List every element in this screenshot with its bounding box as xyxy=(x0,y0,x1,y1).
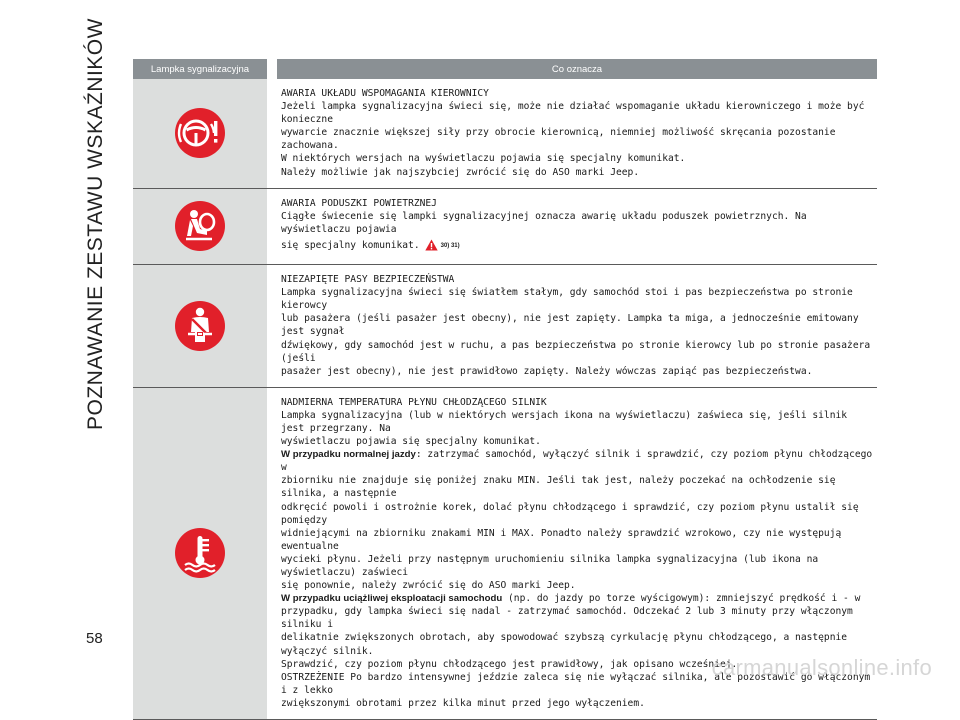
table-row xyxy=(133,79,877,188)
normal-driving-label: W przypadku normalnej jazdy xyxy=(281,449,416,461)
row-title: NIEZAPIĘTE PASY BEZPIECZEŃSTWA xyxy=(281,274,455,286)
page-number: 58 xyxy=(86,630,103,647)
heavy-use-label: W przypadku uciążliwej eksploatacji samochodu xyxy=(281,593,503,605)
watermark: carmanualsonline.info xyxy=(711,655,932,680)
row-title: AWARIA PODUSZKI POWIETRZNEJ xyxy=(281,197,437,209)
airbag-icon xyxy=(174,200,226,252)
warning-triangle-icon xyxy=(425,239,438,255)
icon-cell xyxy=(133,265,267,388)
footnote-refs: 30) 31) xyxy=(440,242,460,249)
description-cell: AWARIA PODUSZKI POWIETRZNEJ Ciągłe świecenie się lampki sygnalizacyjnej oznacza awarię układu poduszek powietrznych. Na wyświetlaczu pojawia się specjalny komunikat. 30) 31) xyxy=(277,188,877,264)
icon-cell xyxy=(133,79,267,188)
table-row xyxy=(133,188,877,264)
indicator-table xyxy=(133,59,877,720)
row-title: NADMIERNA TEMPERATURA PŁYNU CHŁODZĄCEGO SILNIK xyxy=(281,396,547,408)
steering-fault-icon xyxy=(174,107,226,159)
seatbelt-icon xyxy=(174,300,226,352)
coolant-temperature-icon xyxy=(174,527,226,579)
table-header xyxy=(133,59,877,79)
icon-cell xyxy=(133,188,267,264)
table-row xyxy=(133,265,877,388)
section-side-title: POZNAWANIE ZESTAWU WSKAŹNIKÓW xyxy=(84,18,107,430)
description-cell: NADMIERNA TEMPERATURA PŁYNU CHŁODZĄCEGO SILNIK Lampka sygnalizacyjna (lub w niektórych wersjach ikona na wyświetlaczu) zaświeca się, jeśli silnik jest przegrzany. Na wyświetlaczu pojawia się specjalny komunikat. W przypadku normalnej jazdy: zatrzymać samochód, wyłączyć silnik i sprawdzić, czy poziom płynu chłodzącego w zbiorniku nie znajduje się poniżej znaku MIN. Jeśli tak jest, należy poczekać na ochłodzenie się silnika, a następnie odkręcić powoli i ostrożnie korek, dolać płynu chłodzącego i sprawdzić, czy poziom płynu ustalił się pomiędzy widniejącymi na zbiorniku znakami MIN i MAX. Ponadto należy sprawdzić wzrokowo, czy nie występują ewentualne wycieki płynu. Jeżeli przy następnym uruchomieniu silnika lampka sygnalizacyjna (lub ikona na wyświetlaczu) zaświeci się ponownie, należy zwrócić się do ASO marki Jeep. W przypadku uciążliwej eksploatacji samochodu (np. do jazdy po torze wyścigowym): zmniejszyć prędkość i - w przypadku, gdy lampka świeci się nadal - zatrzymać samochód. Odczekać 2 lub 3 minuty przy włączonym silniku i delikatnie zwiększonych obrotach, aby spowodować szybszą cyrkulację płynu chłodzącego, a następnie wyłączyć silnik. Sprawdzić, czy poziom płynu chłodzącego jest prawidłowy, jak opisano wcześniej. OSTRZEŻENIE Po bardzo intensywnej jeździe zaleca się nie wyłączać silnika, ale pozostawić go włączonym i z lekko zwiększonymi obrotami przez kilka minut przed jego wyłączeniem. xyxy=(277,387,877,719)
icon-cell xyxy=(133,387,267,719)
description-cell: AWARIA UKŁADU WSPOMAGANIA KIEROWNICY Jeżeli lampka sygnalizacyjna świeci się, może nie działać wspomaganie układu kierowniczego i może być konieczne wywarcie znacznie większej siły przy obrocie kierownicą, niemniej możliwość skręcania pozostanie zachowana. W niektórych wersjach na wyświetlaczu pojawia się specjalny komunikat. Należy możliwie jak najszybciej zwrócić się do ASO marki Jeep. xyxy=(277,79,877,188)
row-title: AWARIA UKŁADU WSPOMAGANIA KIEROWNICY xyxy=(281,88,489,99)
header-lamp: Lampka sygnalizacyjna xyxy=(133,59,267,79)
description-cell: NIEZAPIĘTE PASY BEZPIECZEŃSTWA Lampka sygnalizacyjna świeci się światłem stałym, gdy samochód stoi i pas bezpieczeństwa po stronie kierowcy lub pasażera (jeśli pasażer jest obecny), nie jest zapięty. Lampka ta miga, a jednocześnie emitowany jest sygnał dźwiękowy, gdy samochód jest w ruchu, a pas bezpieczeństwa po stronie kierowcy lub po stronie pasażera (jeśli pasażer jest obecny), nie jest prawidłowo zapięty. Należy wówczas zapiąć pas bezpieczeństwa. xyxy=(277,265,877,388)
header-gap xyxy=(267,59,277,79)
header-meaning: Co oznacza xyxy=(277,59,877,79)
